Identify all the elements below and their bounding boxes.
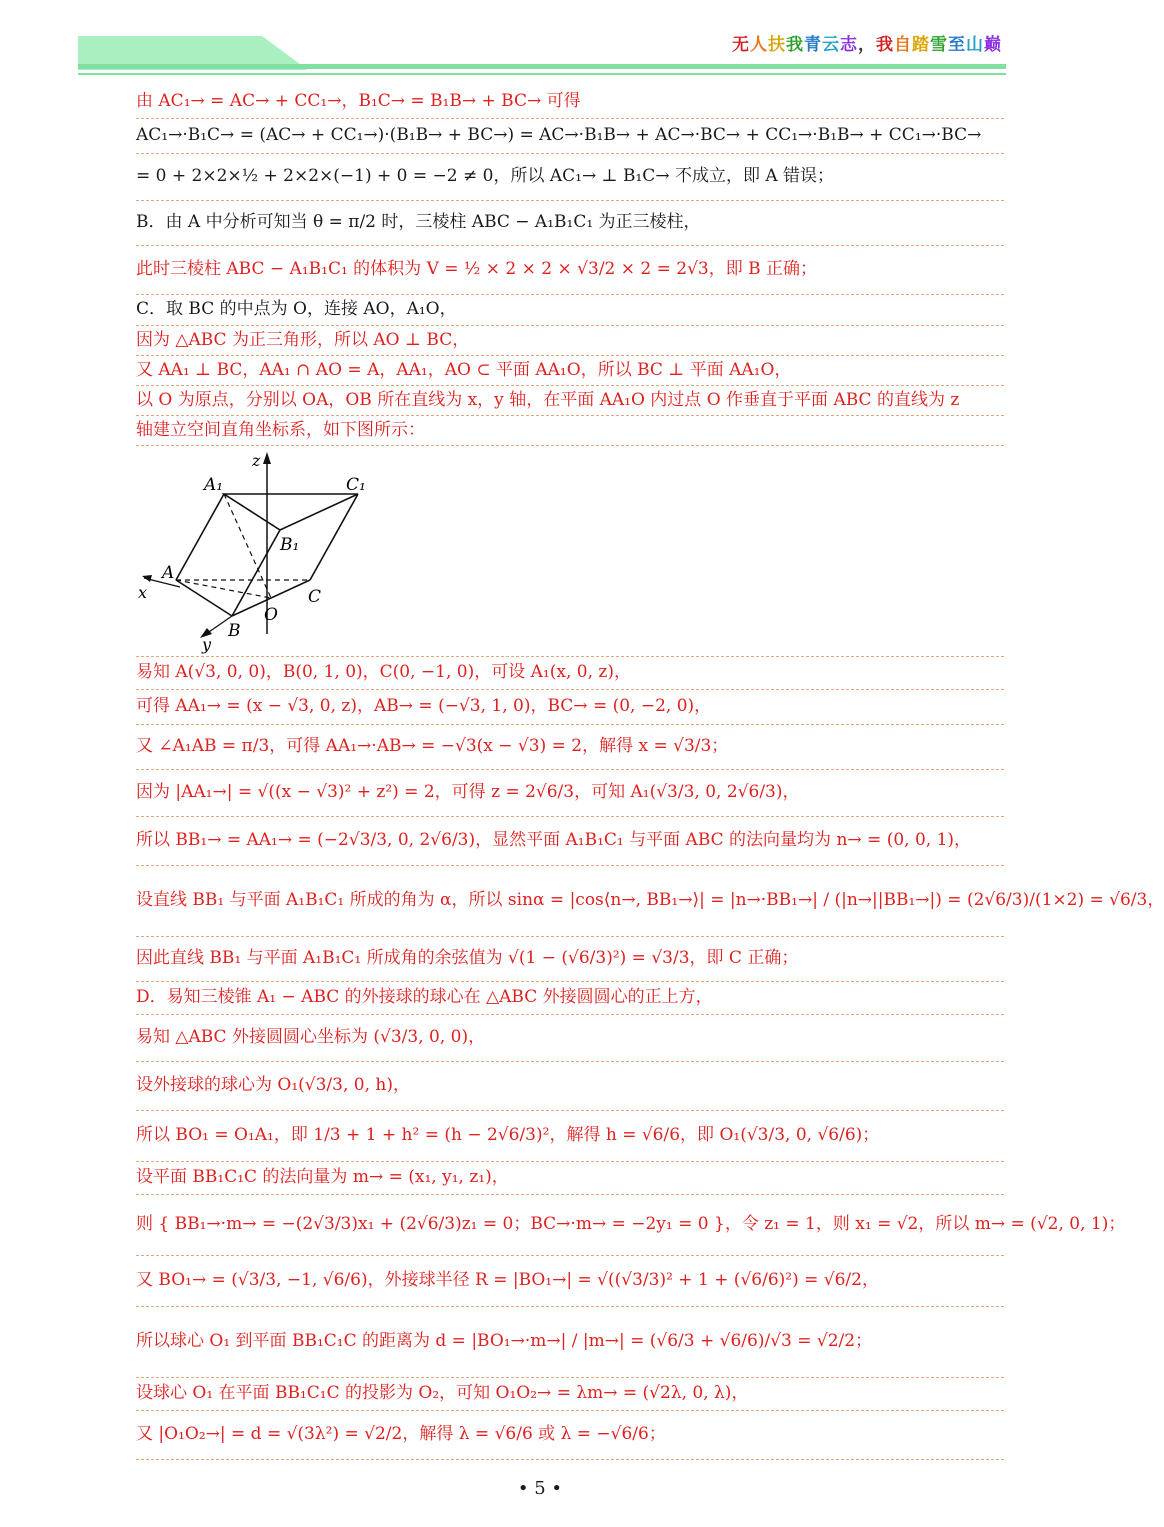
header-rule-thin <box>78 73 1006 75</box>
solution-line-text: AC₁→·B₁C→ = (AC→ + CC₁→)·(B₁B→ + BC→) = AC→·B₁B→ + AC→·BC→ + CC₁→·B₁B→ + CC₁→·BC→ <box>136 125 982 146</box>
solution-line <box>136 1062 1004 1111</box>
motto-char: 山 <box>966 35 984 55</box>
solution-line <box>136 1195 1126 1256</box>
solution-line <box>136 866 1164 937</box>
motto-char: ， <box>858 35 876 55</box>
label-B1: B₁ <box>280 535 300 555</box>
solution-line <box>136 1111 1004 1162</box>
motto-char: 至 <box>948 35 966 55</box>
header-motto <box>732 30 1002 55</box>
label-A: A <box>162 563 175 583</box>
solution-line <box>136 356 1004 386</box>
motto-char: 人 <box>750 35 768 55</box>
solution-line <box>136 86 1004 119</box>
solution-line <box>136 817 1004 866</box>
solution-line-text: 所以球心 O₁ 到平面 BB₁C₁C 的距离为 d = |BO₁→·m→| / |m→| = (√6/3 + √6/6)/√3 = √2/2； <box>136 1331 873 1352</box>
solution-line <box>136 1378 1004 1411</box>
label-O: O <box>264 605 278 625</box>
solution-line <box>136 154 1004 201</box>
solution-line-text: 则 { BB₁→·m→ = −(2√3/3)x₁ + (2√6/3)z₁ = 0；BC→·m→ = −2y₁ = 0 }，令 z₁ = 1，则 x₁ = √2，所以 m→ = (√2, 0, 1)； <box>136 1214 1126 1235</box>
solution-line-text: 又 BO₁→ = (√3/3, −1, √6/6)，外接球半径 R = |BO₁→| = √((√3/3)² + 1 + (√6/6)²) = √6/2， <box>136 1270 879 1291</box>
solution-line <box>136 725 1004 770</box>
solution-line <box>136 416 1004 446</box>
motto-char: 青 <box>804 35 822 55</box>
motto-char: 自 <box>894 35 912 55</box>
label-B: B <box>228 621 241 641</box>
solution-body <box>136 86 1164 1460</box>
motto-char: 志 <box>840 35 858 55</box>
prism-diagram <box>136 446 1004 657</box>
solution-line <box>136 1015 1004 1062</box>
solution-line-text: 易知 A(√3, 0, 0)，B(0, 1, 0)，C(0, −1, 0)，可设 A₁(x, 0, z)， <box>136 662 631 683</box>
solution-line <box>136 690 1004 725</box>
solution-line <box>136 1162 1004 1195</box>
solution-line <box>136 1411 1004 1460</box>
solution-line <box>136 295 1004 326</box>
header-rule <box>78 64 1006 69</box>
top-face <box>224 494 358 530</box>
solution-line-text: B．由 A 中分析可知当 θ = π/2 时，三棱柱 ABC − A₁B₁C₁ 为正三棱柱， <box>136 212 701 233</box>
solution-line-text: 又 |O₁O₂→| = d = √(3λ²) = √2/2，解得 λ = √6/6 或 λ = −√6/6； <box>136 1424 666 1445</box>
solution-line-text: 所以 BB₁→ = AA₁→ = (−2√3/3, 0, 2√6/3)，显然平面 A₁B₁C₁ 与平面 ABC 的法向量均为 n→ = (0, 0, 1)， <box>136 830 972 851</box>
motto-char: 无 <box>732 35 750 55</box>
motto-char: 我 <box>786 35 804 55</box>
solution-line <box>136 770 1004 817</box>
page-number: • 5 • <box>517 1478 563 1499</box>
solution-line-text: 以 O 为原点，分别以 OA，OB 所在直线为 x，y 轴，在平面 AA₁O 内过点 O 作垂直于平面 ABC 的直线为 z <box>136 389 960 410</box>
solution-line-text: 又 AA₁ ⊥ BC，AA₁ ∩ AO = A，AA₁，AO ⊂ 平面 AA₁O，所以 BC ⊥ 平面 AA₁O， <box>136 359 792 380</box>
solution-line-text: D．易知三棱锥 A₁ − ABC 的外接球的球心在 △ABC 外接圆圆心的正上方， <box>136 987 713 1008</box>
label-C1: C₁ <box>346 475 366 495</box>
solution-line-text: 因为 △ABC 为正三角形，所以 AO ⊥ BC， <box>136 329 470 350</box>
solution-line <box>136 982 1004 1015</box>
solution-line <box>136 326 1004 356</box>
solution-line <box>136 386 1004 416</box>
motto-char: 雪 <box>930 35 948 55</box>
solution-line-text: 设直线 BB₁ 与平面 A₁B₁C₁ 所成的角为 α，所以 sinα = |cos⟨n→, BB₁→⟩| = |n→·BB₁→| / (|n→||BB₁→|) = (2√6/3)/(1×2) = √6/3， <box>136 890 1164 911</box>
solution-line <box>136 657 1004 690</box>
motto-char: 扶 <box>768 35 786 55</box>
motto-char: 踏 <box>912 35 930 55</box>
solution-line <box>136 937 1004 982</box>
y-axis-label: y <box>202 635 212 654</box>
solution-line-text: = 0 + 2×2×½ + 2×2×(−1) + 0 = −2 ≠ 0，所以 AC₁→ ⊥ B₁C→ 不成立，即 A 错误； <box>136 166 835 187</box>
solution-line <box>136 201 1004 246</box>
motto-char: 云 <box>822 35 840 55</box>
motto-char: 我 <box>876 35 894 55</box>
solution-line <box>136 246 1004 295</box>
solution-line-text: 此时三棱柱 ABC − A₁B₁C₁ 的体积为 V = ½ × 2 × 2 × √3/2 × 2 = 2√3，即 B 正确； <box>136 259 818 280</box>
solution-line-text: 又 ∠A₁AB = π/3，可得 AA₁→·AB→ = −√3(x − √3) = 2，解得 x = √3/3； <box>136 736 729 757</box>
solution-line-text: 设球心 O₁ 在平面 BB₁C₁C 的投影为 O₂，可知 O₁O₂→ = λm→ = (√2λ, 0, λ)， <box>136 1383 749 1404</box>
x-axis-label: x <box>138 583 148 602</box>
solution-line-text: 因为 |AA₁→| = √((x − √3)² + z²) = 2，可得 z = 2√6/3，可知 A₁(√3/3, 0, 2√6/3)， <box>136 782 800 803</box>
solution-line <box>136 119 1004 154</box>
solution-line-text: C．取 BC 的中点为 O，连接 AO，A₁O， <box>136 299 457 320</box>
label-A1: A₁ <box>204 475 224 495</box>
z-axis-label: z <box>252 451 261 470</box>
solution-line-text: 因此直线 BB₁ 与平面 A₁B₁C₁ 所成角的余弦值为 √(1 − (√6/3)²) = √3/3，即 C 正确； <box>136 948 799 969</box>
solution-line-text: 设平面 BB₁C₁C 的法向量为 m→ = (x₁, y₁, z₁)， <box>136 1167 509 1188</box>
solution-line-text: 轴建立空间直角坐标系，如下图所示： <box>136 419 425 440</box>
solution-line <box>136 1256 1004 1307</box>
solution-line-text: 设外接球的球心为 O₁(√3/3, 0, h)， <box>136 1075 410 1096</box>
solution-line-text: 可得 AA₁→ = (x − √3, 0, z)，AB→ = (−√3, 1, 0)，BC→ = (0, −2, 0)， <box>136 696 712 717</box>
solution-line-text: 易知 △ABC 外接圆圆心坐标为 (√3/3, 0, 0)， <box>136 1027 486 1048</box>
label-C: C <box>308 587 322 607</box>
motto-char: 巅 <box>984 35 1002 55</box>
solution-line <box>136 1307 1004 1378</box>
solution-line-text: 由 AC₁→ = AC→ + CC₁→，B₁C→ = B₁B→ + BC→ 可得 <box>136 91 581 112</box>
solution-line-text: 所以 BO₁ = O₁A₁，即 1/3 + 1 + h² = (h − 2√6/3)²，解得 h = √6/6，即 O₁(√3/3, 0, √6/6)； <box>136 1125 880 1146</box>
